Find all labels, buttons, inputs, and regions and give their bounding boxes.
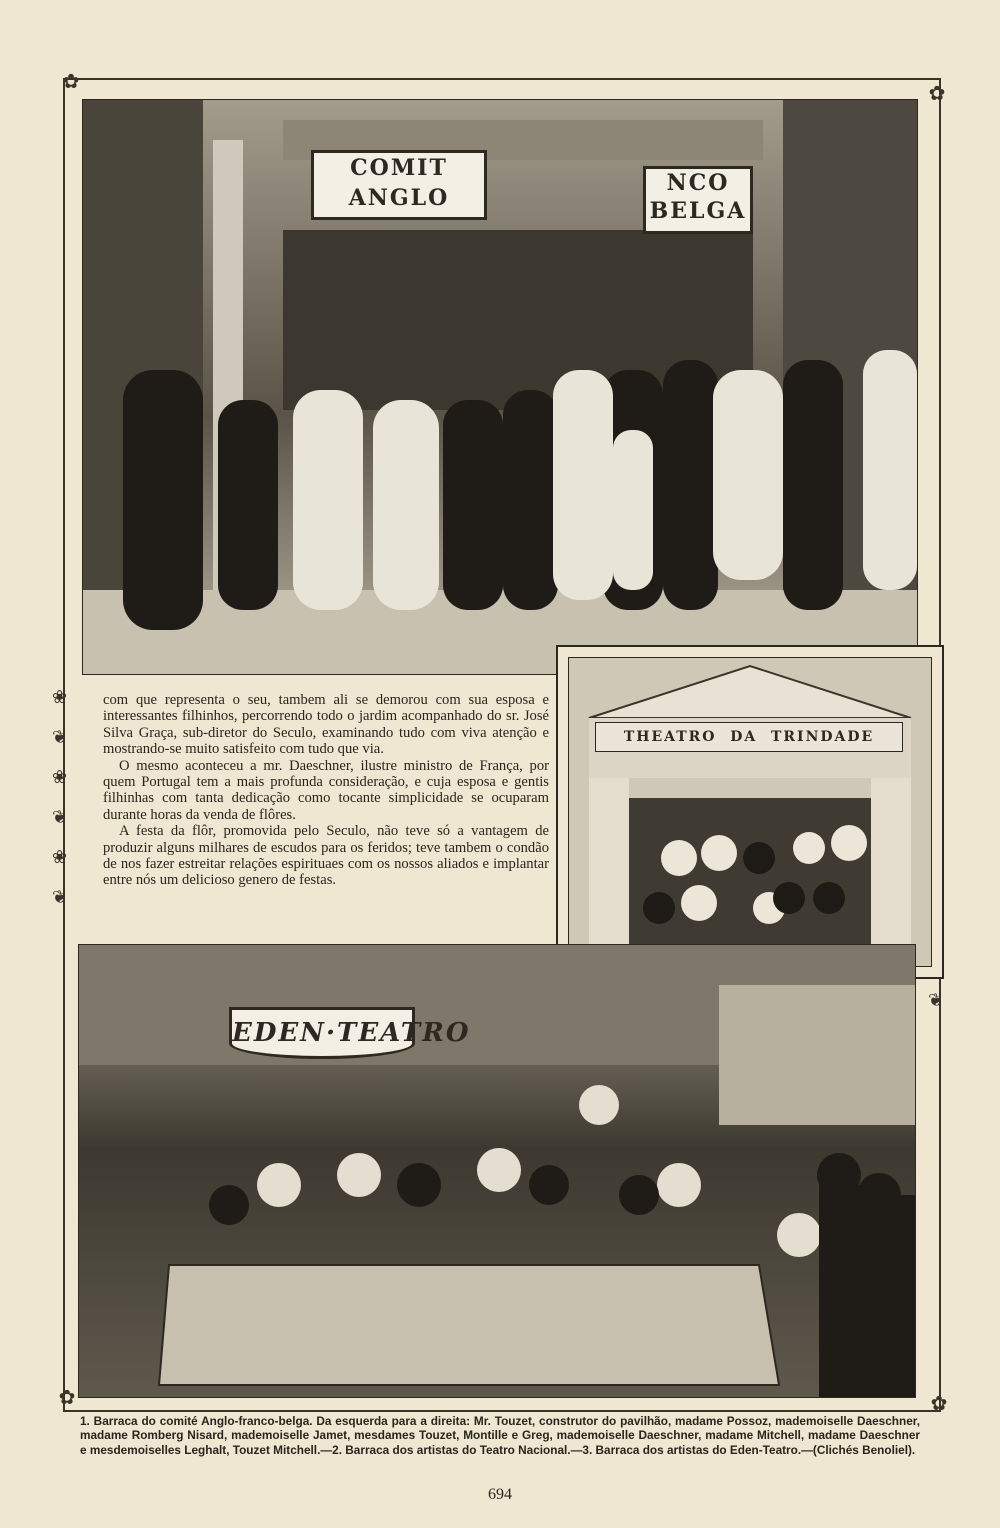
article-paragraph: A festa da flôr, promovida pelo Seculo, não teve só a vantagem de produzir alguns milhares de escudos para os feridos; teve tambem o condão de nos fazer estreitar relações espirituaes com os nossos aliados e implantar entre nós um delicioso genero de festas. [103, 823, 549, 889]
photo-theatro-da-trindade [556, 645, 944, 979]
photo-comite-anglo-franco-belga [82, 99, 918, 675]
floral-vine-icon: ❦ [928, 990, 944, 1011]
article-paragraph: com que representa o seu, tambem ali se demorou com sua esposa e interessantes filhinhos, percorrendo todo o jardim acompanhado do sr. José Silva Graça, sub-diretor do Seculo, examinando tudo com viva atenção e mostrando-se muito satisfeito com tudo que via. [103, 692, 549, 758]
rose-ornament-icon: ✿ [930, 1391, 948, 1415]
sign-franco-belga: NCO BELGA [643, 166, 753, 234]
floral-vine-icon: ❀ ❦ ❀ ❦ ❀ ❦ [52, 687, 68, 908]
rose-ornament-icon: ✿ [58, 1385, 76, 1409]
sign-eden-teatro: EDEN·TEATRO [229, 1007, 415, 1059]
article-text [103, 692, 549, 889]
photo-caption: 1. Barraca do comité Anglo-franco-belga. Da esquerda para a direita: Mr. Touzet, construtor do pavilhão, madame Possoz, mademoiselle Daeschner, madame Romberg Nisard, mademoiselle Jamet, mesdames Touzet, Montille e Greg, mademoiselle Daeschner, madame Mitchell, madame Daeschner e mesdemoiselles Leghalt, Touzet Mitchell.—2. Barraca dos artistas do Teatro Nacional.—3. Barraca dos artistas do Eden-Teatro.—(Clichés Benoliel). [80, 1414, 920, 1457]
photo-eden-teatro [78, 944, 916, 1398]
article-paragraph: O mesmo aconteceu a mr. Daeschner, ilustre ministro de França, por quem Portugal tem a mais profunda consideração, e cuja esposa e gentis filhinhas com tanta dedicação como tocante simplicidade se ocuparam durante horas da venda de flôres. [103, 757, 549, 823]
sign-theatro-da-trindade: THEATRO DA TRINDADE [595, 722, 903, 752]
sign-comite: COMIT ANGLO [311, 150, 487, 220]
page-number: 694 [488, 1486, 512, 1503]
rose-ornament-icon: ✿ [928, 81, 946, 105]
rose-ornament-icon: ✿ [62, 69, 80, 93]
